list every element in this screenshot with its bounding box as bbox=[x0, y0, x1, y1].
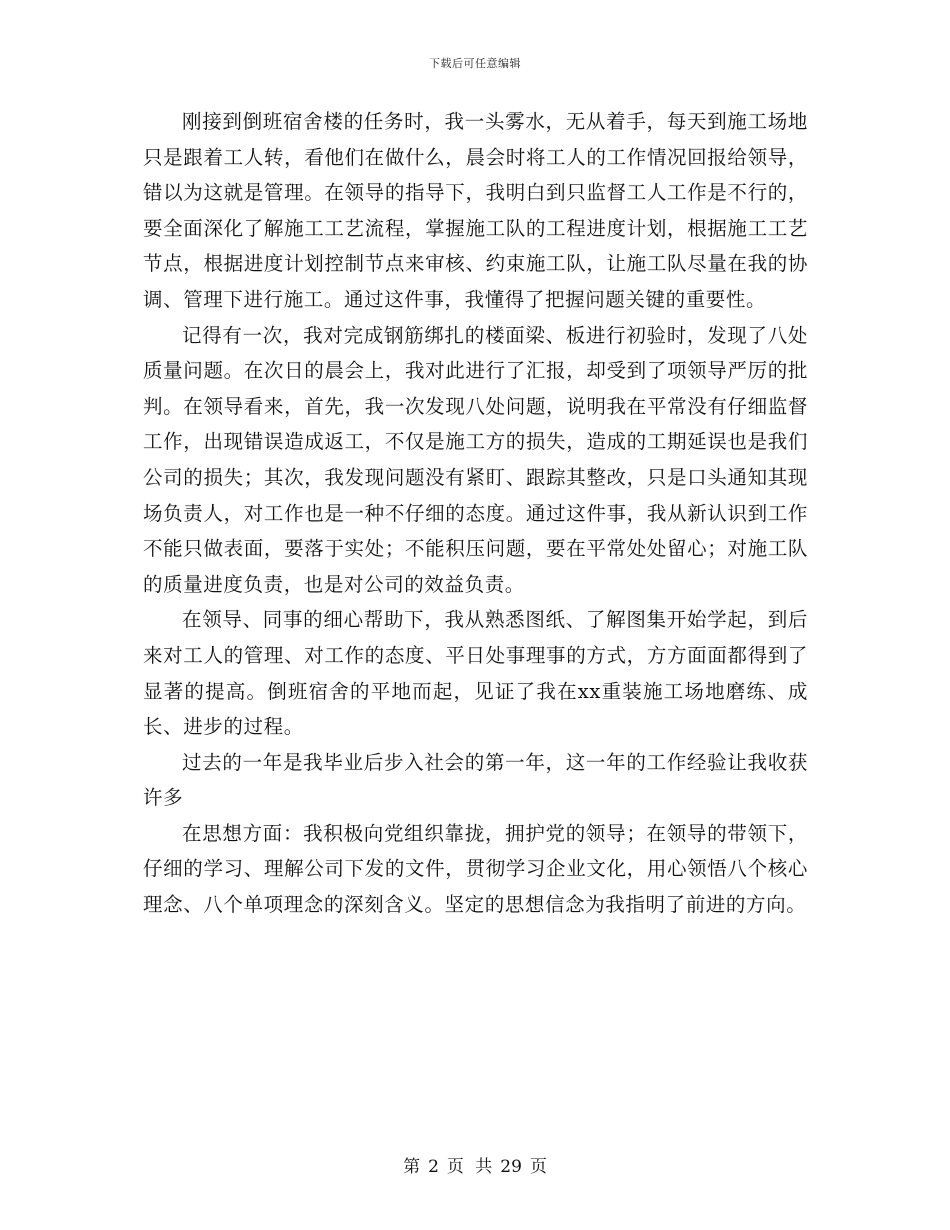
footer-middle: 页 共 bbox=[446, 1157, 493, 1177]
footer-prefix: 第 bbox=[403, 1157, 421, 1177]
document-body bbox=[143, 104, 808, 923]
page-footer bbox=[0, 1152, 950, 1177]
page-header: 下载后可任意编辑 bbox=[429, 57, 521, 70]
paragraph-2: 记得有一次，我对完成钢筋绑扎的楼面梁、板进行初验时，发现了八处质量问题。在次日的晨会上，我对此进行了汇报，却受到了项领导严厉的批判。在领导看来，首先，我一次发现八处问题，说明我在平常没有仔细监督工作，出现错误造成返工，不仅是施工方的损失，造成的工期延误也是我们公司的损失；其次，我发现问题没有紧盯、跟踪其整改，只是口头通知其现场负责人，对工作也是一种不仔细的态度。通过这件事，我从新认识到工作不能只做表面，要落于实处；不能积压问题，要在平常处处留心；对施工队的质量进度负责，也是对公司的效益负责。 bbox=[143, 323, 808, 596]
footer-suffix: 页 bbox=[529, 1157, 547, 1177]
paragraph-4: 过去的一年是我毕业后步入社会的第一年，这一年的工作经验让我收获许多 bbox=[143, 750, 808, 810]
footer-page-number: 2 bbox=[428, 1157, 439, 1177]
footer-total-pages: 29 bbox=[500, 1157, 522, 1177]
paragraph-1: 刚接到倒班宿舍楼的任务时，我一头雾水，无从着手，每天到施工场地只是跟着工人转，看他们在做什么，晨会时将工人的工作情况回报给领导，错以为这就是管理。在领导的指导下，我明白到只监督工人工作是不行的，要全面深化了解施工工艺流程，掌握施工队的工程进度计划，根据施工工艺节点，根据进度计划控制节点来审核、约束施工队，让施工队尽量在我的协调、管理下进行施工。通过这件事，我懂得了把握问题关键的重要性。 bbox=[143, 110, 808, 311]
paragraph-3: 在领导、同事的细心帮助下，我从熟悉图纸、了解图集开始学起，到后来对工人的管理、对工作的态度、平日处事理事的方式，方方面面都得到了显著的提高。倒班宿舍的平地而起，见证了我在xx重装施工场地磨练、成长、进步的过程。 bbox=[143, 608, 808, 739]
paragraph-5: 在思想方面：我积极向党组织靠拢，拥护党的领导；在领导的带领下，仔细的学习、理解公司下发的文件，贯彻学习企业文化，用心领悟八个核心理念、八个单项理念的深刻含义。坚定的思想信念为我指明了前进的方向。 bbox=[143, 821, 808, 917]
